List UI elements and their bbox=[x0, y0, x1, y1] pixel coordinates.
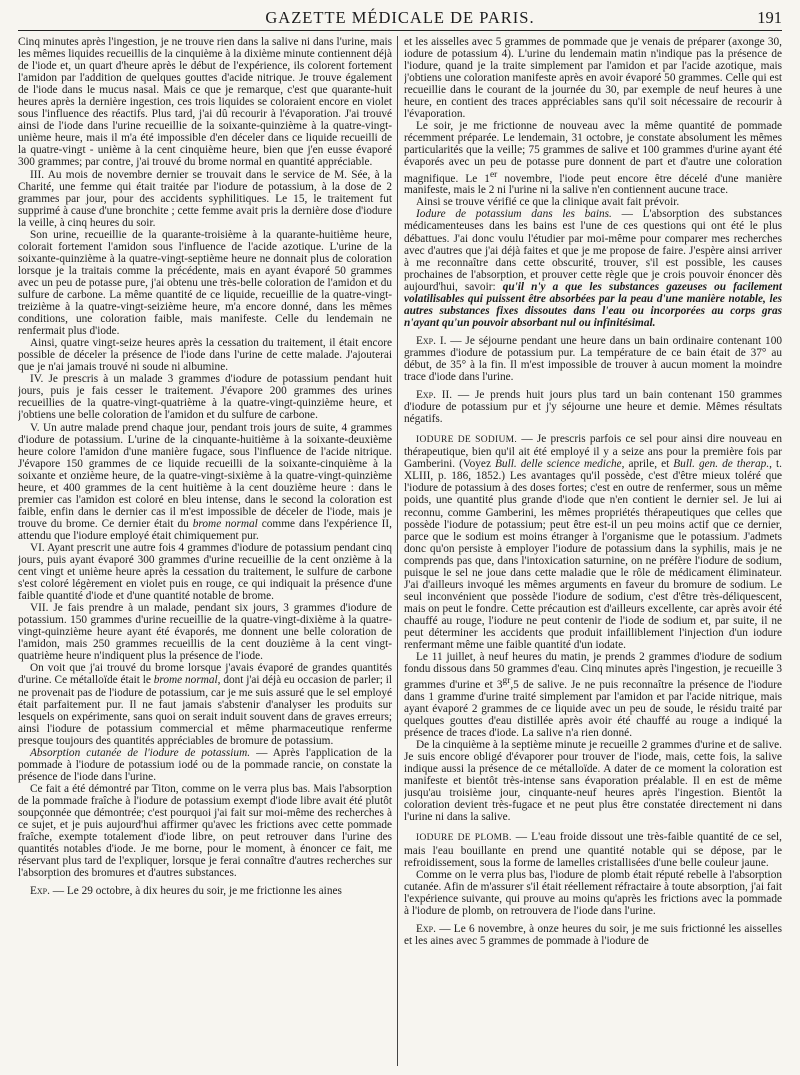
paragraph: Ainsi, quatre vingt-seize heures après la cessation du traitement, il était encore possible de déceler la présence de l'iode dans l'urine de cette malade. J'ajouterai que je n'ai jamais trouvé ni soude ni albumine. bbox=[18, 337, 392, 374]
paragraph: Le 11 juillet, à neuf heures du matin, je prends 2 grammes d'iodure de sodium fondu dissous dans 50 grammes d'eau. Cinq minutes après l'ingestion, je recueille 3 grammes d'urine et $3^{gr},5$ de salive. Je ne puis reconnaître la présence de l'iodure dans 1 gramme d'urine traité simplement par l'amidon et par l'acide nitrique, mais ayant évaporé 2 grammes de ce liquide avec un peu de soude, le résidu traité par quelques gouttes d'eau distillée après avoir été chauffé au rouge a indiqué la présence de traces d'iode. La salive n'a rien donné. bbox=[404, 651, 782, 740]
right-column bbox=[404, 36, 782, 1066]
paragraph: Exp. — Le 29 octobre, à dix heures du soir, je me frictionne les aines bbox=[30, 885, 342, 898]
paragraph: Iodure de potassium dans les bains. — L'absorption des substances médicamenteuses dans les bains est l'une de ces questions qui ont été le plus débattues. J'ai donc voulu l'étudier par moi-même pour comparer mes recherches avec d'autres que j'ai déjà faites et que je me propose de faire. J'espère ainsi arriver à me reconnaître dans cette obscurité, trouver, s'il est possible, les causes prochaines de l'absorption, et prouver cette règle que je crois pouvoir énoncer dès aujourd'hui, savoir: qu'il n'y a que les substances gazeuses ou facilement volatilisables qui puissent être absorbées par la peau d'une manière notable, les autres substances fixes dissoutes dans l'eau ou incorporées au corps gras n'ayant qu'un pouvoir absorbant nul ou infinitésimal. bbox=[404, 208, 782, 329]
paragraph: Le soir, je me frictionne de nouveau avec la même quantité de pommade récemment préparée. Le lendemain, 31 octobre, je constate absolument les mêmes particularités que la veille; 75 grammes de salive et 100 grammes d'urine ayant été évaporés avec un peu de potasse pure donnent de part et d'autre une coloration magnifique. Le 1er novembre, l'iode peut encore être décelé d'une manière manifeste, mais le 2 ni l'urine ni la salive n'en contiennent aucune trace. bbox=[404, 120, 782, 197]
paragraph: Exp. I. — Je séjourne pendant une heure dans un bain ordinaire contenant 100 grammes d'iodure de potassium pur. La température de ce bain était de 37° au début, de 35° à la fin. Il m'est impossible de trouver à aucun moment la moindre trace d'iode dans l'urine. bbox=[404, 334, 782, 384]
paragraph: IV. Je prescris à un malade 3 grammes d'iodure de potassium pendant huit jours, puis je fais cesser le traitement. J'évapore 200 grammes des urines recueillies de la quatre-vingt-quatrième à la quatre-vingt-quinzième heure, et j'obtiens une belle coloration de l'amidon et du sulfure de carbone. bbox=[18, 373, 392, 422]
paragraph: Exp. — Le 6 novembre, à onze heures du soir, je me suis frictionné les aisselles et les aines avec 5 grammes de pommade à l'iodure de bbox=[404, 922, 782, 947]
paragraph: Cinq minutes après l'ingestion, je ne trouve rien dans la salive ni dans l'urine, mais les mêmes liquides recueillis de la cinquième à la dixième minute contiennent déjà de l'iode et, un quart d'heure après le début de l'expérience, ils colorent fortement l'amidon par l'addition de quelques gouttes d'acide nitrique. Je trouve également de l'iode dans le mucus nasal. Mais ce que je remarque, c'est que quarante-huit heures après la dernière ingestion, ces trois liquides se coloraient encore en violet sous l'influence des réactifs. Plus tard, j'ai dû recourir à l'évaporation. J'ai trouvé ainsi de l'iode dans l'urine recueillie de la soixante-quinzième à la quatre-vingt-unième heure, mais il m'a été impossible d'en déceler dans ce liquide recueilli de la quatre-vingt - unième à la cent cinquième heure, bien que j'en eusse évaporé 300 grammes; par contre, j'ai trouvé du brome normal en quantité appréciable. bbox=[18, 36, 392, 169]
paragraph: Son urine, recueillie de la quarante-troisième à la quarante-huitième heure, colorait fortement l'amidon sous l'influence de l'acide azotique. L'urine de la soixante-quinzième à la quatre-vingt-septième heure ne donnait plus de coloration lorsque je la traitais comme la précédente, mais en ayant évaporé 50 grammes avec un peu de potasse pure, j'ai obtenu une très-belle coloration de l'amidon et du sulfure de carbone. La même quantité de ce liquide, recueillie de la quatre-vingt-treizième à la quatre-vingt-seizième heure, m'a encore donné, dans les mêmes conditions, une coloration faible, mais manifeste. Celle du lendemain ne renfermait plus d'iode. bbox=[18, 228, 392, 338]
paragraph: Exp. II. — Je prends huit jours plus tard un bain contenant 150 grammes d'iodure de potassium pur et j'y séjourne une heure et demie. Mêmes résultats négatifs. bbox=[404, 389, 782, 426]
paragraph: De la cinquième à la septième minute je recueille 2 grammes d'urine et de salive. Je suis encore obligé d'évaporer pour trouver de l'iode, mais, cette fois, la salive indique aussi la présence de ce métalloïde. A dater de ce moment la coloration est manifeste et bientôt très-intense sans évaporation préalable. Il en est de même jusqu'au troisième jour, cinquante-neuf heures après l'ingestion. Bientôt la coloration devient très-fugace et ne peut plus être constatée directement ni dans l'urine ni dans la salive. bbox=[404, 739, 782, 824]
paragraph: et les aisselles avec 5 grammes de pommade que je venais de préparer (axonge 30, iodure de potassium 4). L'urine du lendemain matin n'indique pas la présence de l'iodure, quand je la traite simplement par l'amidon et par l'acide azotique, mais j'obtiens une coloration manifeste après en avoir évaporé 50 grammes. Celle qui est recueillie dans le courant de la journée du 30, par exemple de neuf heures à une heure, en contient des traces appréciables sans qu'il soit nécessaire de recourir à l'évaporation. bbox=[404, 36, 782, 121]
paragraph: V. Un autre malade prend chaque jour, pendant trois jours de suite, 4 grammes d'iodure de potassium. L'urine de la cinquante-huitième à la soixante-deuxième heure colore l'amidon d'une manière fugace, sous l'influence de l'acide nitrique. J'évapore 150 grammes de ce liquide recueilli de la soixante-cinquième à la soixante et onzième heure, de la quatre-vingt-sixième à la quatre-vingt-quinzième heure, et 400 grammes de la cent huitième à la cent douzième heure : dans le premier cas l'amidon est coloré en bleu intense, dans le second la coloration est faible, enfin dans le dernier cas il m'est impossible de déceler de l'iode, mais je trouve du brome. Ce dernier était du brome normal comme dans l'expérience II, attendu que l'iodure employé était chimiquement pur. bbox=[18, 421, 392, 542]
paragraph: Absorption cutanée de l'iodure de potassium. — Après l'application de la pommade à l'iodure de potassium iodé ou de la pommade rancie, on constate la présence de l'iode dans l'urine. bbox=[18, 746, 392, 783]
paragraph: Ainsi se trouve vérifié ce que la clinique avait fait prévoir. bbox=[416, 196, 680, 209]
paragraph: IODURE DE SODIUM. — Je prescris parfois ce sel pour ainsi dire nouveau en thérapeutique, bien qu'il ait été employé il y a seize ans pour la première fois par Gamberini. (Voyez Bull. delle science mediche, aprile, et Bull. gen. de therap., t. XLIII, p. 186, 1852.) Les avantages qu'il possède, c'est d'être mieux toléré que l'iodure de potassium à des doses fortes; c'est en outre de renfermer, sous un même poids, une quantité plus grande d'iode que n'en contient le dernier sel. Je lui ai reconnu, comme Gamberini, les mêmes propriétés thérapeutiques que celles que possède l'iodure de potassium; peut être est-il un peu moins actif que ce dernier, parce que le sodium est moins étranger à l'organisme que le potassium. J'admets donc qu'on persiste à employer l'iodure de potassium dans la syphilis, mais je ne comprends pas que, dans l'intoxication saturnine, on ne préfère l'iodure de sodium, puisque le sel ne joue dans cette maladie que le rôle de médicament éliminateur. J'ai d'ailleurs invoqué les mêmes arguments en faveur du bromure de sodium. Le seul inconvénient que possède l'iodure de sodium, c'est d'être très-déliquescent, mais on peut le fondre. Cette précaution est d'ailleurs excellente, car après avoir été chauffé au rouge, l'iodure ne peut contenir de l'iode de sodium et, par suite, il ne peut déterminer les accidents que produit infailliblement l'injection d'un iodure renfermant même une faible quantité d'un iodate. bbox=[404, 433, 782, 652]
left-column bbox=[18, 36, 392, 1066]
paragraph: On voit que j'ai trouvé du brome lorsque j'avais évaporé de grandes quantités d'urine. Ce métalloïde était le brome normal, dont j'ai déjà eu occasion de parler; il ne provenait pas de l'iodure de potassium, car je me suis assuré que le sel employé était parfaitement pur. Il ne faut jamais s'abstenir d'analyser les produits sur lesquels on expérimente, sans quoi on serait induit souvent dans de graves erreurs; ainsi l'iodure de potassium commercial et même pharmaceutique renferme presque toujours des quantités appréciables de bromure de potassium. bbox=[18, 662, 392, 747]
paragraph: Ce fait a été démontré par Titon, comme on le verra plus bas. Mais l'absorption de la pommade fraîche à l'iodure de potassium exempt d'iode libre avait été plutôt soupçonnée que démontrée; c'est pourquoi j'ai fait sur moi-même des recherches à ce sujet, et je puis aujourd'hui affirmer qu'avec les frictions avec cette pommade fraîche, exempte totalement d'iode libre, on peut retrouver dans l'urine des quantités notables d'iode. Je me borne, pour le moment, à énoncer ce fait, me réservant plus tard de l'expliquer, lorsque je ferai connaître d'autres recherches sur l'absorption des bromures et d'autres substances. bbox=[18, 782, 392, 880]
paragraph: III. Au mois de novembre dernier se trouvait dans le service de M. Sée, à la Charité, une femme qui était traitée par l'iodure de potassium, à la dose de 2 grammes par jour, pour des accidents syphilitiques. Le 15, le traitement fut supprimé à cause d'une bronchite ; cette femme avait pris la dernière dose d'iodure la veille, à cinq heures du soir. bbox=[18, 168, 392, 229]
paragraph: IODURE DE PLOMB. — L'eau froide dissout une très-faible quantité de ce sel, mais l'eau bouillante en prend une quantité notable qui se dépose, par le refroidissement, sous la forme de lamelles cristallisées d'une belle couleur jaune. bbox=[404, 831, 782, 869]
paragraph: Comme on le verra plus bas, l'iodure de plomb était réputé rebelle à l'absorption cutanée. Afin de m'assurer s'il était réellement réfractaire à toute absorption, j'ai fait l'expérience suivante, qui prouve au moins qu'après les frictions avec la pommade à l'iodure de plomb, on retrouvera de l'iode dans l'urine. bbox=[404, 868, 782, 917]
paragraph: VI. Ayant prescrit une autre fois 4 grammes d'iodure de potassium pendant cinq jours, puis ayant évaporé 300 grammes d'urine recueillie de la cent onzième à la cent vingt et unième heure après la cessation du traitement, le sulfure de carbone s'est coloré légèrement en violet puis en rouge, ce qui indiquait la présence d'une faible quantité d'iode et d'une quantité notable de brome. bbox=[18, 541, 392, 603]
journal-title: GAZETTE MÉDICALE DE PARIS. bbox=[265, 8, 535, 27]
column-divider bbox=[397, 36, 398, 1066]
page-header bbox=[18, 6, 782, 31]
paragraph: VII. Je fais prendre à un malade, pendant six jours, 3 grammes d'iodure de potassium. 150 grammes d'urine recueillie de la quatre-vingt-dixième à la quatre-vingt-quinzième heure ayant été évaporés, me donnent une belle coloration de l'amidon, mais 250 grammes recueillis de la cent douzième à la cent vingt-quatrième heure n'indiquent plus la présence de l'iode. bbox=[18, 602, 392, 663]
page-number: 191 bbox=[757, 8, 782, 27]
